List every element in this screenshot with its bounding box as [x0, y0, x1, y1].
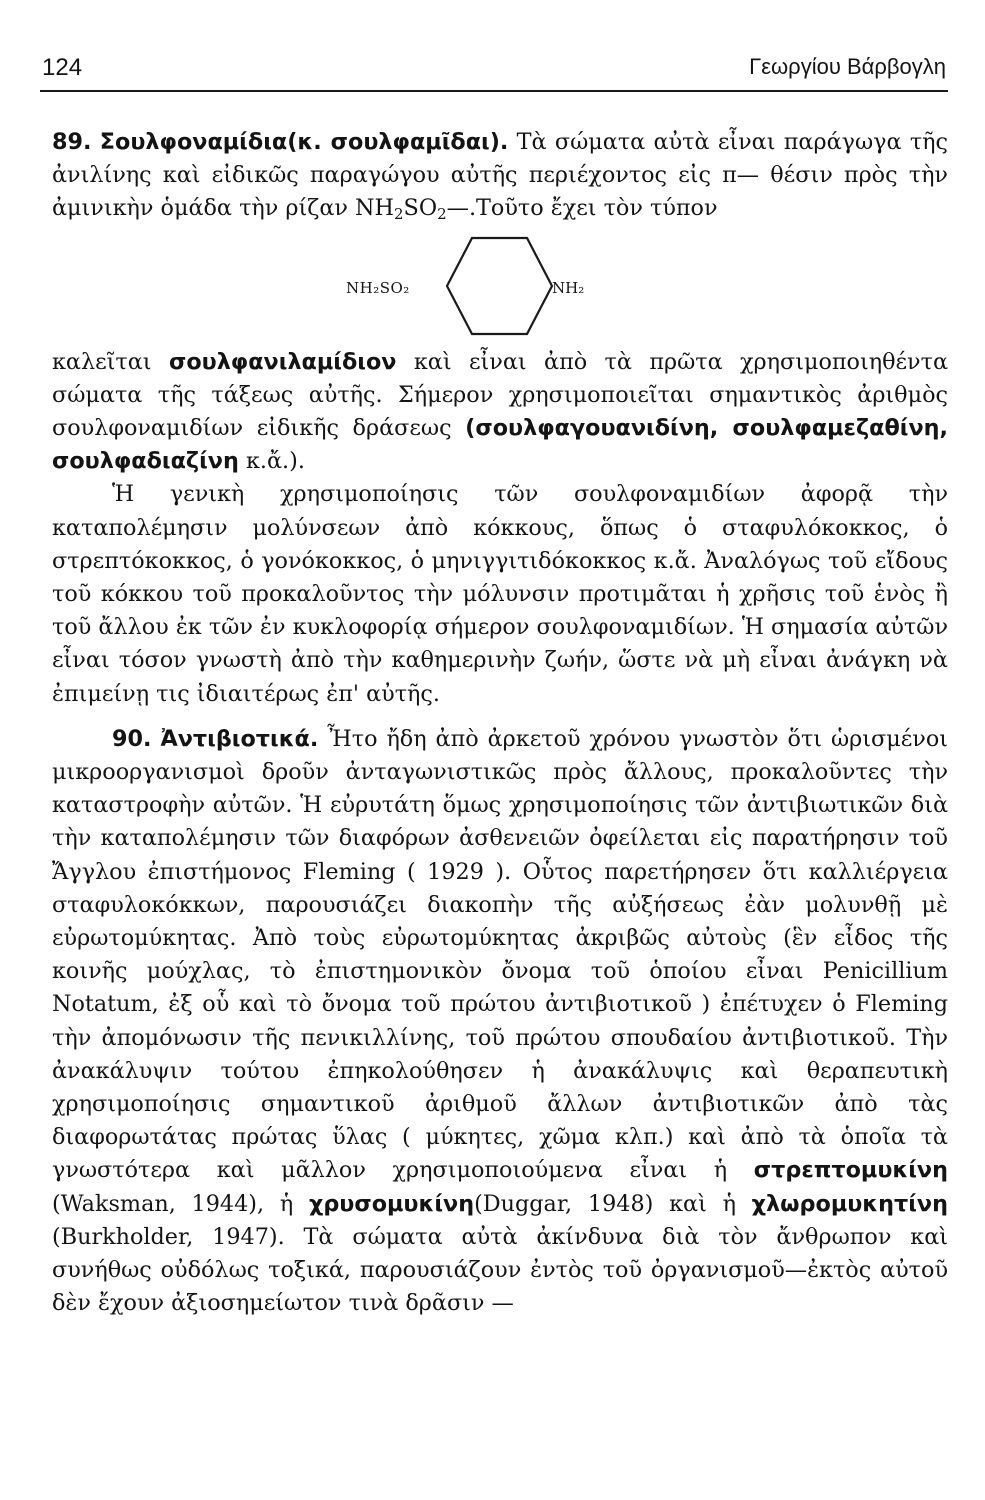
intro-text: —.Τοῦτο ἔχει τὸν τύπον: [446, 195, 718, 222]
subscript: 2: [394, 205, 404, 224]
formula-left-group: NH₂SO₂: [346, 278, 410, 297]
running-head: Γεωργίου Βάρβογλη: [749, 54, 946, 79]
bold-term: χλωρομυκητίνη: [751, 1190, 948, 1217]
section-89-intro: [52, 126, 948, 232]
section-number: 90.: [112, 725, 152, 752]
text-run: (Burkholder, 1947). Τὰ σώματα αὐτὰ ἀκίνδυνα διὰ τὸν ἄνθρωπον καὶ συνήθως οὐδόλως τοξικά, παρουσιάζουν ἐντὸς τοῦ ὀργανισμοῦ—ἐκτὸς αὐτοῦ δὲν ἔχουν ἀξιοσημείωτον τινὰ δρᾶσιν —: [52, 1223, 948, 1317]
text-run: καὶ εἶναι ἀπὸ τὰ πρῶτα χρησιμοποιηθέντα σώματα τῆς τάξεως αὐτῆς. Σήμερον χρησιμοποιεῖται σημαντικὸς ἀριθμὸς σουλφοναμιδίων εἰδικῆς δράσεως: [52, 348, 949, 442]
page-number: 124: [42, 54, 83, 81]
text-run: (Waksman, 1944), ἡ: [52, 1190, 309, 1217]
bold-term: στρεπτομυκίνη: [753, 1157, 948, 1184]
section-title: Σουλφοναμίδια: [99, 129, 288, 155]
section-title-paren: (κ. σουλφαμῖδαι).: [287, 129, 509, 155]
section-89-paragraph-2: [52, 346, 948, 479]
chemical-formula: [52, 234, 948, 338]
bold-terms: (σουλφαγουανιδίνη, σουλφαμεζαθίνη, σουλφαδιαζίνη: [52, 415, 948, 475]
section-89-paragraph-3: Ἡ γενικὴ χρησιμοποίησις τῶν σουλφοναμιδίων ἀφορᾷ τὴν καταπολέμησιν μολύνσεων ἀπὸ κόκκους, ὅπως ὁ σταφυλόκοκκος, ὁ στρεπτόκοκκος, ὁ γονόκοκκος, ὁ μηνιγγιτιδόκοκκος κ.ἄ. Ἀναλόγως τοῦ εἴδους τοῦ κόκκου τοῦ προκαλοῦντος τὴν μόλυνσιν προτιμᾶται ἡ χρῆσις τοῦ ἑνὸς ἢ τοῦ ἄλλου ἐκ τῶν ἐν κυκλοφορίᾳ σήμερον σουλφοναμιδίων. Ἡ σημασία αὐτῶν εἶναι τόσον γνωστὴ ἀπὸ τὴν καθημερινὴν ζωήν, ὥστε νὰ μὴ εἶναι ἀνάγκη νὰ ἐπιμείνῃ τις ἰδιαιτέρως ἐπ' αὐτῆς.: [52, 481, 948, 707]
text-run: κ.ἄ.).: [238, 448, 305, 475]
bold-term: σουλφανιλαμίδιον: [168, 348, 397, 375]
section-number: 89.: [52, 129, 92, 155]
formula-right-group: NH₂: [552, 278, 585, 297]
benzene-ring-icon: [52, 234, 948, 338]
intro-text: Τὰ σώματα αὐτὰ εἶναι παράγωγα τῆς ἀνιλίνης καὶ εἰδικῶς παραγώγου αὐτῆς περιέχοντος εἰς π— θέσιν πρὸς τὴν ἀμινικὴν ὁμάδα τὴν ρίζαν NH: [52, 129, 948, 222]
text-run: (Duggar, 1948) καὶ ἡ: [474, 1190, 752, 1217]
subscript: 2: [437, 205, 447, 224]
bold-term: χρυσομυκίνη: [308, 1190, 475, 1217]
text-run: Ἦτο ἤδη ἀπὸ ἀρκετοῦ χρόνου γνωστὸν ὅτι ὡρισμένοι μικροοργανισμοὶ δροῦν ἀνταγωνιστικῶς πρὸς ἄλλους, προκαλοῦντες τὴν καταστροφὴν αὐτῶν. Ἡ εὐρυτάτη ὅμως χρησιμοποίησις τῶν ἀντιβιωτικῶν διὰ τὴν καταπολέμησιν τῶν διαφόρων ἀσθενειῶν ὀφείλεται εἰς παρατήρησιν τοῦ Ἄγγλου ἐπιστήμονος Fleming ( 1929 ). Οὗτος παρετήρησεν ὅτι καλλιέργεια σταφυλοκόκκων, παρουσιάζει διακοπὴν τῆς αὐξήσεως ἐὰν μολυνθῇ μὲ εὐρωτομύκητας. Ἀπὸ τοὺς εὐρωτομύκητας ἀκριβῶς αὐτοὺς (ἓν εἶδος τῆς κοινῆς μούχλας, τὸ ἐπιστημονικὸν ὄνομα τοῦ ὁποίου εἶναι Penicillium Notatum, ἐξ οὗ καὶ τὸ ὄνομα τοῦ πρώτου ἀντιβιοτικοῦ ) ἐπέτυχεν ὁ Fleming τὴν ἀπομόνωσιν τῆς πενικιλλίνης, τοῦ πρώτου σπουδαίου ἀντιβιοτικοῦ. Τὴν ἀνακάλυψιν τούτου ἐπηκολούθησεν ἡ ἀνακάλυψις καὶ θεραπευτικὴ χρησιμοποίησις σημαντικοῦ ἀριθμοῦ ἄλλων ἀντιβιοτικῶν ἀπὸ τὰς διαφορωτάτας πρώτας ὕλας ( μύκητες, χῶμα κλπ.) καὶ ἀπὸ τὰ ὁποῖα τὰ γνωστότερα καὶ μᾶλλον χρησιμοποιούμενα εἶναι ἡ: [52, 725, 948, 1184]
section-90-paragraph: [52, 723, 948, 1321]
page-body: [52, 126, 948, 1321]
text-run: καλεῖται: [52, 348, 169, 375]
intro-text: SO: [403, 195, 438, 222]
page-header: [40, 44, 948, 92]
section-title: Ἀντιβιοτικά.: [160, 725, 319, 752]
